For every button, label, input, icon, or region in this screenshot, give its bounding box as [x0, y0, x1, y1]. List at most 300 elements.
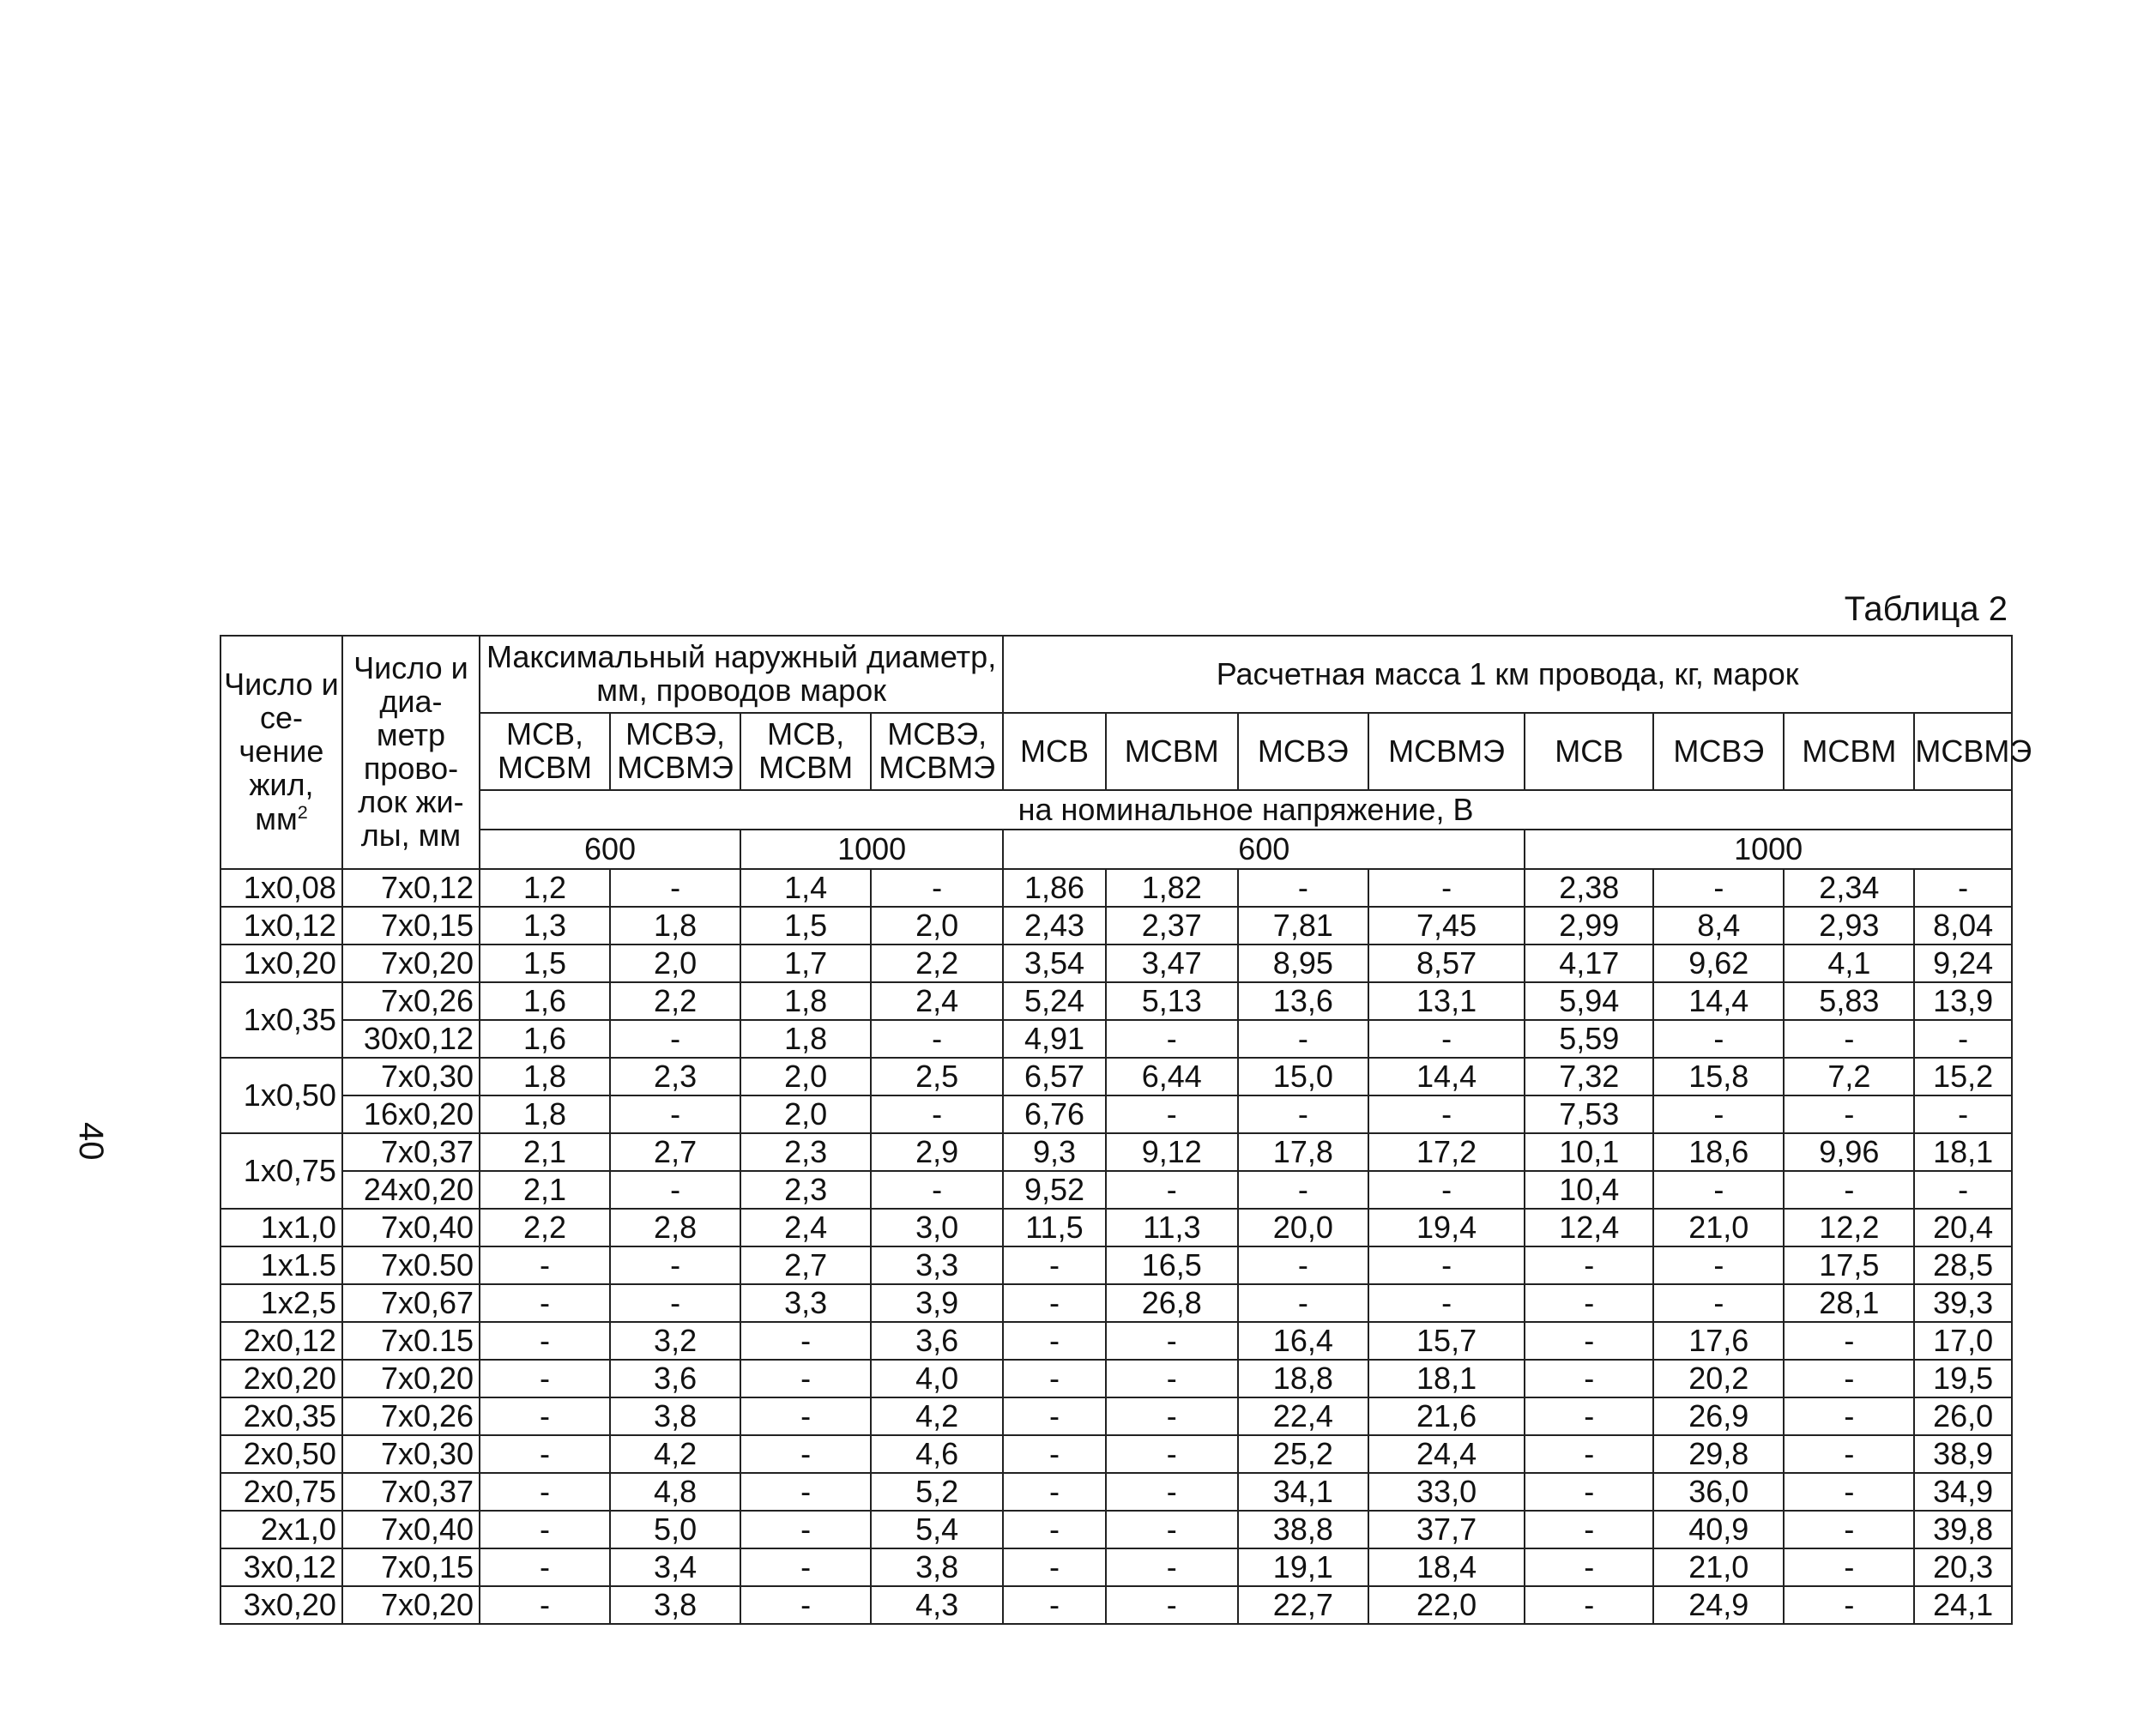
- header-brand: МСВЭ: [1238, 713, 1368, 790]
- cell-value: 37,7: [1368, 1511, 1525, 1548]
- cell-value: 2,1: [480, 1133, 610, 1171]
- cell-value: 34,1: [1238, 1473, 1368, 1511]
- cell-section: 3x0,12: [220, 1548, 342, 1586]
- cell-value: -: [1238, 1020, 1368, 1058]
- cell-wires: 7x0,67: [342, 1284, 480, 1322]
- cell-value: -: [1106, 1020, 1238, 1058]
- table-row: [220, 1511, 2012, 1548]
- header-diameter-group: Максимальный наружный диаметр, мм, проводов марок: [480, 636, 1003, 713]
- cell-value: 5,13: [1106, 982, 1238, 1020]
- cell-value: -: [740, 1435, 871, 1473]
- cell-value: 2,1: [480, 1171, 610, 1209]
- cell-value: -: [1003, 1397, 1106, 1435]
- cell-value: -: [1003, 1322, 1106, 1360]
- cell-value: -: [1003, 1473, 1106, 1511]
- cell-value: 4,6: [871, 1435, 1003, 1473]
- cell-value: 7,81: [1238, 907, 1368, 945]
- cell-value: -: [1106, 1360, 1238, 1397]
- cell-section: 1x2,5: [220, 1284, 342, 1322]
- table-row: [220, 1435, 2012, 1473]
- cell-value: -: [1003, 1435, 1106, 1473]
- cell-value: 1,3: [480, 907, 610, 945]
- cell-value: 26,0: [1914, 1397, 2012, 1435]
- cell-value: -: [1914, 869, 2012, 907]
- cell-value: -: [740, 1548, 871, 1586]
- cell-value: 6,57: [1003, 1058, 1106, 1095]
- cell-value: -: [610, 869, 740, 907]
- header-brand: МСВ, МСВМ: [480, 713, 610, 790]
- header-voltage-600: 600: [1003, 830, 1525, 869]
- cell-value: -: [1525, 1246, 1653, 1284]
- cell-value: 1,8: [740, 982, 871, 1020]
- cell-value: -: [1368, 869, 1525, 907]
- cell-value: -: [1784, 1095, 1914, 1133]
- cell-value: 1,8: [610, 907, 740, 945]
- header-brand: МСВМЭ: [1914, 713, 2012, 790]
- cell-wires: 7x0,15: [342, 1548, 480, 1586]
- cell-value: 22,0: [1368, 1586, 1525, 1624]
- cell-value: -: [1525, 1284, 1653, 1322]
- cell-value: -: [1106, 1171, 1238, 1209]
- cell-value: -: [1784, 1171, 1914, 1209]
- cell-value: 1,5: [480, 945, 610, 982]
- cell-value: 2,4: [871, 982, 1003, 1020]
- cell-value: -: [1238, 1171, 1368, 1209]
- cell-value: 14,4: [1368, 1058, 1525, 1095]
- cell-value: 8,57: [1368, 945, 1525, 982]
- cell-value: 19,1: [1238, 1548, 1368, 1586]
- cell-wires: 7x0,40: [342, 1209, 480, 1246]
- cell-value: 34,9: [1914, 1473, 2012, 1511]
- cell-value: -: [1525, 1473, 1653, 1511]
- cell-value: 3,3: [871, 1246, 1003, 1284]
- cell-value: 9,24: [1914, 945, 2012, 982]
- cell-value: 2,4: [740, 1209, 871, 1246]
- cell-value: -: [1106, 1322, 1238, 1360]
- cell-value: -: [1106, 1511, 1238, 1548]
- cell-wires: 7x0,30: [342, 1058, 480, 1095]
- table-header: [220, 636, 2032, 869]
- cell-value: -: [1106, 1435, 1238, 1473]
- cell-value: 1,4: [740, 869, 871, 907]
- cell-value: 9,62: [1653, 945, 1784, 982]
- cell-value: 4,1: [1784, 945, 1914, 982]
- header-brand: МСВМЭ: [1368, 713, 1525, 790]
- header-voltage-1000: 1000: [740, 830, 1003, 869]
- cell-value: -: [1238, 869, 1368, 907]
- cell-value: 24,1: [1914, 1586, 2012, 1624]
- cell-value: 39,8: [1914, 1511, 2012, 1548]
- table-row: [220, 1548, 2012, 1586]
- header-brand: МСВ: [1003, 713, 1106, 790]
- cell-section: 1x0,50: [220, 1058, 342, 1133]
- header-brand: МСВ, МСВМ: [740, 713, 871, 790]
- cell-section: 2x0,50: [220, 1435, 342, 1473]
- table-row: [220, 1209, 2012, 1246]
- page-number: 40: [72, 1122, 110, 1161]
- cell-value: 18,6: [1653, 1133, 1784, 1171]
- cell-value: -: [1106, 1548, 1238, 1586]
- cell-value: 1,8: [480, 1095, 610, 1133]
- cell-value: 2,7: [610, 1133, 740, 1171]
- cell-value: 5,24: [1003, 982, 1106, 1020]
- cell-wires: 7x0,20: [342, 945, 480, 982]
- cell-value: -: [1784, 1586, 1914, 1624]
- cell-value: -: [1106, 1586, 1238, 1624]
- table-row: [220, 1397, 2012, 1435]
- cell-value: 2,3: [740, 1133, 871, 1171]
- cell-value: 4,91: [1003, 1020, 1106, 1058]
- cell-value: -: [1003, 1246, 1106, 1284]
- cell-value: 12,4: [1525, 1209, 1653, 1246]
- cell-value: -: [1653, 1284, 1784, 1322]
- cell-value: 9,12: [1106, 1133, 1238, 1171]
- cell-value: 3,6: [610, 1360, 740, 1397]
- cell-wires: 7x0,30: [342, 1435, 480, 1473]
- cell-wires: 7x0,26: [342, 1397, 480, 1435]
- cell-value: 1,6: [480, 982, 610, 1020]
- cell-value: -: [740, 1511, 871, 1548]
- header-wires: Число и диа- метр прово- лок жи- лы, мм: [342, 636, 480, 869]
- cell-section: 1x1,0: [220, 1209, 342, 1246]
- cell-wires: 7x0,12: [342, 869, 480, 907]
- cell-value: 20,2: [1653, 1360, 1784, 1397]
- cell-section: 2x0,35: [220, 1397, 342, 1435]
- cell-value: 20,4: [1914, 1209, 2012, 1246]
- cell-section: 1x0,35: [220, 982, 342, 1058]
- specification-table: [220, 635, 2032, 1625]
- cell-wires: 16x0,20: [342, 1095, 480, 1133]
- cell-value: -: [480, 1473, 610, 1511]
- cell-value: -: [1914, 1171, 2012, 1209]
- cell-value: 2,9: [871, 1133, 1003, 1171]
- cell-wires: 7x0,15: [342, 907, 480, 945]
- cell-value: -: [480, 1322, 610, 1360]
- table-body: [220, 869, 2012, 1624]
- cell-value: 19,5: [1914, 1360, 2012, 1397]
- cell-value: -: [1238, 1284, 1368, 1322]
- cell-value: 21,0: [1653, 1548, 1784, 1586]
- cell-value: 2,0: [871, 907, 1003, 945]
- cell-value: -: [871, 869, 1003, 907]
- cell-value: 16,4: [1238, 1322, 1368, 1360]
- cell-value: 1,5: [740, 907, 871, 945]
- cell-value: -: [480, 1246, 610, 1284]
- cell-value: -: [1653, 1171, 1784, 1209]
- cell-section: 2x0,12: [220, 1322, 342, 1360]
- cell-value: 18,1: [1368, 1360, 1525, 1397]
- cell-value: 3,8: [610, 1586, 740, 1624]
- cell-value: 26,9: [1653, 1397, 1784, 1435]
- cell-value: 28,1: [1784, 1284, 1914, 1322]
- cell-value: 17,6: [1653, 1322, 1784, 1360]
- cell-wires: 7x0,20: [342, 1586, 480, 1624]
- cell-value: 2,0: [740, 1095, 871, 1133]
- cell-value: -: [871, 1095, 1003, 1133]
- cell-wires: 7x0.50: [342, 1246, 480, 1284]
- cell-value: 13,6: [1238, 982, 1368, 1020]
- cell-value: 2,5: [871, 1058, 1003, 1095]
- cell-value: -: [1914, 1020, 2012, 1058]
- cell-value: 2,93: [1784, 907, 1914, 945]
- cell-value: 8,95: [1238, 945, 1368, 982]
- cell-value: -: [1653, 1095, 1784, 1133]
- cell-value: 33,0: [1368, 1473, 1525, 1511]
- cell-section: 1x0,75: [220, 1133, 342, 1209]
- cell-value: 3,54: [1003, 945, 1106, 982]
- cell-section: 1x1.5: [220, 1246, 342, 1284]
- cell-section: 1x0,12: [220, 907, 342, 945]
- cell-value: 25,2: [1238, 1435, 1368, 1473]
- table-row: [220, 945, 2012, 982]
- cell-value: -: [610, 1020, 740, 1058]
- cell-wires: 7x0,20: [342, 1360, 480, 1397]
- cell-value: 3,9: [871, 1284, 1003, 1322]
- header-section: Число и се- чение жил, $мм^2$: [220, 636, 342, 869]
- cell-value: -: [480, 1435, 610, 1473]
- cell-value: -: [740, 1586, 871, 1624]
- cell-value: 8,4: [1653, 907, 1784, 945]
- cell-value: 15,2: [1914, 1058, 2012, 1095]
- cell-value: -: [1368, 1246, 1525, 1284]
- table-caption: Таблица 2: [1844, 590, 2008, 628]
- cell-value: -: [1784, 1435, 1914, 1473]
- cell-value: -: [1238, 1095, 1368, 1133]
- cell-value: 14,4: [1653, 982, 1784, 1020]
- table-row: [220, 907, 2012, 945]
- cell-value: -: [871, 1171, 1003, 1209]
- cell-value: 13,1: [1368, 982, 1525, 1020]
- cell-value: 12,2: [1784, 1209, 1914, 1246]
- cell-value: 4,2: [871, 1397, 1003, 1435]
- header-brand: МСВЭ: [1653, 713, 1784, 790]
- cell-value: -: [1003, 1511, 1106, 1548]
- header-voltage-600: 600: [480, 830, 740, 869]
- cell-value: 3,47: [1106, 945, 1238, 982]
- cell-value: 7,53: [1525, 1095, 1653, 1133]
- cell-value: 5,4: [871, 1511, 1003, 1548]
- cell-wires: 7x0,37: [342, 1473, 480, 1511]
- cell-value: 11,3: [1106, 1209, 1238, 1246]
- cell-value: 17,5: [1784, 1246, 1914, 1284]
- cell-value: 3,8: [610, 1397, 740, 1435]
- cell-value: -: [610, 1095, 740, 1133]
- cell-value: 18,4: [1368, 1548, 1525, 1586]
- header-brand: МСВЭ, МСВМЭ: [610, 713, 740, 790]
- cell-value: -: [1525, 1548, 1653, 1586]
- cell-wires: 24x0,20: [342, 1171, 480, 1209]
- table-row: [220, 1360, 2012, 1397]
- header-voltage-1000: 1000: [1525, 830, 2012, 869]
- cell-value: 21,0: [1653, 1209, 1784, 1246]
- cell-value: 24,9: [1653, 1586, 1784, 1624]
- cell-value: 7,45: [1368, 907, 1525, 945]
- header-voltage: на номинальное напряжение, В: [480, 790, 2012, 830]
- cell-value: 24,4: [1368, 1435, 1525, 1473]
- cell-value: -: [1003, 1284, 1106, 1322]
- cell-value: -: [610, 1171, 740, 1209]
- table-row: [220, 1586, 2012, 1624]
- cell-value: 4,8: [610, 1473, 740, 1511]
- table-row: [220, 1284, 2012, 1322]
- cell-value: 10,4: [1525, 1171, 1653, 1209]
- cell-value: -: [740, 1397, 871, 1435]
- table-row: [220, 1322, 2012, 1360]
- cell-section: 1x0,20: [220, 945, 342, 982]
- cell-value: 16,5: [1106, 1246, 1238, 1284]
- cell-value: 2,38: [1525, 869, 1653, 907]
- cell-value: -: [480, 1586, 610, 1624]
- cell-value: 39,3: [1914, 1284, 2012, 1322]
- cell-value: 9,96: [1784, 1133, 1914, 1171]
- cell-value: 4,2: [610, 1435, 740, 1473]
- cell-value: 3,8: [871, 1548, 1003, 1586]
- cell-value: -: [480, 1284, 610, 1322]
- cell-value: -: [1525, 1435, 1653, 1473]
- cell-value: 1,8: [480, 1058, 610, 1095]
- cell-value: 1,86: [1003, 869, 1106, 907]
- cell-value: -: [1784, 1397, 1914, 1435]
- cell-wires: 7x0,26: [342, 982, 480, 1020]
- cell-section: 3x0,20: [220, 1586, 342, 1624]
- cell-value: 17,8: [1238, 1133, 1368, 1171]
- cell-value: -: [740, 1360, 871, 1397]
- cell-value: -: [1653, 1020, 1784, 1058]
- cell-value: -: [1003, 1586, 1106, 1624]
- cell-value: 5,94: [1525, 982, 1653, 1020]
- cell-value: 1,7: [740, 945, 871, 982]
- cell-value: 5,0: [610, 1511, 740, 1548]
- cell-value: 2,8: [610, 1209, 740, 1246]
- cell-value: 5,2: [871, 1473, 1003, 1511]
- cell-value: -: [1784, 1548, 1914, 1586]
- cell-value: 18,1: [1914, 1133, 2012, 1171]
- cell-value: 17,2: [1368, 1133, 1525, 1171]
- cell-value: -: [1003, 1548, 1106, 1586]
- cell-value: 3,0: [871, 1209, 1003, 1246]
- cell-value: 1,82: [1106, 869, 1238, 907]
- cell-value: 4,3: [871, 1586, 1003, 1624]
- cell-value: -: [480, 1511, 610, 1548]
- cell-value: 26,8: [1106, 1284, 1238, 1322]
- cell-value: 2,99: [1525, 907, 1653, 945]
- cell-value: -: [1784, 1020, 1914, 1058]
- cell-value: -: [1368, 1171, 1525, 1209]
- cell-value: 2,7: [740, 1246, 871, 1284]
- cell-value: 20,3: [1914, 1548, 2012, 1586]
- table-row: [220, 869, 2012, 907]
- cell-value: -: [610, 1246, 740, 1284]
- cell-value: -: [1106, 1397, 1238, 1435]
- cell-value: 20,0: [1238, 1209, 1368, 1246]
- cell-value: 38,9: [1914, 1435, 2012, 1473]
- cell-value: -: [1106, 1095, 1238, 1133]
- cell-value: 2,2: [610, 982, 740, 1020]
- cell-section: 1x0,08: [220, 869, 342, 907]
- cell-value: -: [871, 1020, 1003, 1058]
- cell-value: 13,9: [1914, 982, 2012, 1020]
- cell-value: 40,9: [1653, 1511, 1784, 1548]
- cell-value: -: [480, 1397, 610, 1435]
- cell-value: 1,6: [480, 1020, 610, 1058]
- cell-value: 1,2: [480, 869, 610, 907]
- cell-value: 2,0: [740, 1058, 871, 1095]
- cell-value: 3,6: [871, 1322, 1003, 1360]
- cell-section: 2x1,0: [220, 1511, 342, 1548]
- cell-value: -: [740, 1473, 871, 1511]
- cell-value: -: [610, 1284, 740, 1322]
- cell-value: 11,5: [1003, 1209, 1106, 1246]
- cell-value: 22,4: [1238, 1397, 1368, 1435]
- cell-wires: 30x0,12: [342, 1020, 480, 1058]
- table-row: [220, 1058, 2012, 1095]
- cell-value: -: [480, 1548, 610, 1586]
- cell-value: 18,8: [1238, 1360, 1368, 1397]
- cell-value: 22,7: [1238, 1586, 1368, 1624]
- cell-value: 15,8: [1653, 1058, 1784, 1095]
- cell-wires: 7x0.15: [342, 1322, 480, 1360]
- cell-value: -: [1106, 1473, 1238, 1511]
- cell-value: 3,4: [610, 1548, 740, 1586]
- table-row: [220, 1133, 2012, 1171]
- cell-value: 19,4: [1368, 1209, 1525, 1246]
- cell-value: 36,0: [1653, 1473, 1784, 1511]
- cell-value: 9,52: [1003, 1171, 1106, 1209]
- header-brand: МСВ: [1525, 713, 1653, 790]
- cell-value: 9,3: [1003, 1133, 1106, 1171]
- table-row: [220, 1020, 2012, 1058]
- table-row: [220, 1095, 2012, 1133]
- cell-value: 2,43: [1003, 907, 1106, 945]
- cell-value: -: [480, 1360, 610, 1397]
- header-brand: МСВМ: [1784, 713, 1914, 790]
- table-row: [220, 1246, 2012, 1284]
- cell-value: -: [740, 1322, 871, 1360]
- cell-value: -: [1784, 1473, 1914, 1511]
- cell-value: 7,2: [1784, 1058, 1914, 1095]
- cell-value: 28,5: [1914, 1246, 2012, 1284]
- cell-value: 21,6: [1368, 1397, 1525, 1435]
- cell-value: -: [1653, 869, 1784, 907]
- cell-value: -: [1525, 1360, 1653, 1397]
- cell-value: -: [1914, 1095, 2012, 1133]
- cell-value: 29,8: [1653, 1435, 1784, 1473]
- cell-value: 6,44: [1106, 1058, 1238, 1095]
- table-row: [220, 1171, 2012, 1209]
- cell-value: -: [1525, 1397, 1653, 1435]
- cell-value: 2,3: [610, 1058, 740, 1095]
- cell-wires: 7x0,40: [342, 1511, 480, 1548]
- cell-value: -: [1784, 1360, 1914, 1397]
- cell-value: -: [1238, 1246, 1368, 1284]
- cell-section: 2x0,75: [220, 1473, 342, 1511]
- cell-value: -: [1525, 1322, 1653, 1360]
- table-row: [220, 982, 2012, 1020]
- cell-value: -: [1784, 1511, 1914, 1548]
- cell-value: 2,3: [740, 1171, 871, 1209]
- cell-value: 7,32: [1525, 1058, 1653, 1095]
- cell-section: 2x0,20: [220, 1360, 342, 1397]
- cell-value: -: [1784, 1322, 1914, 1360]
- cell-value: -: [1368, 1095, 1525, 1133]
- cell-value: 4,17: [1525, 945, 1653, 982]
- cell-value: -: [1003, 1360, 1106, 1397]
- cell-value: 8,04: [1914, 907, 2012, 945]
- cell-value: 3,2: [610, 1322, 740, 1360]
- cell-wires: 7x0,37: [342, 1133, 480, 1171]
- cell-value: 15,7: [1368, 1322, 1525, 1360]
- cell-value: 5,59: [1525, 1020, 1653, 1058]
